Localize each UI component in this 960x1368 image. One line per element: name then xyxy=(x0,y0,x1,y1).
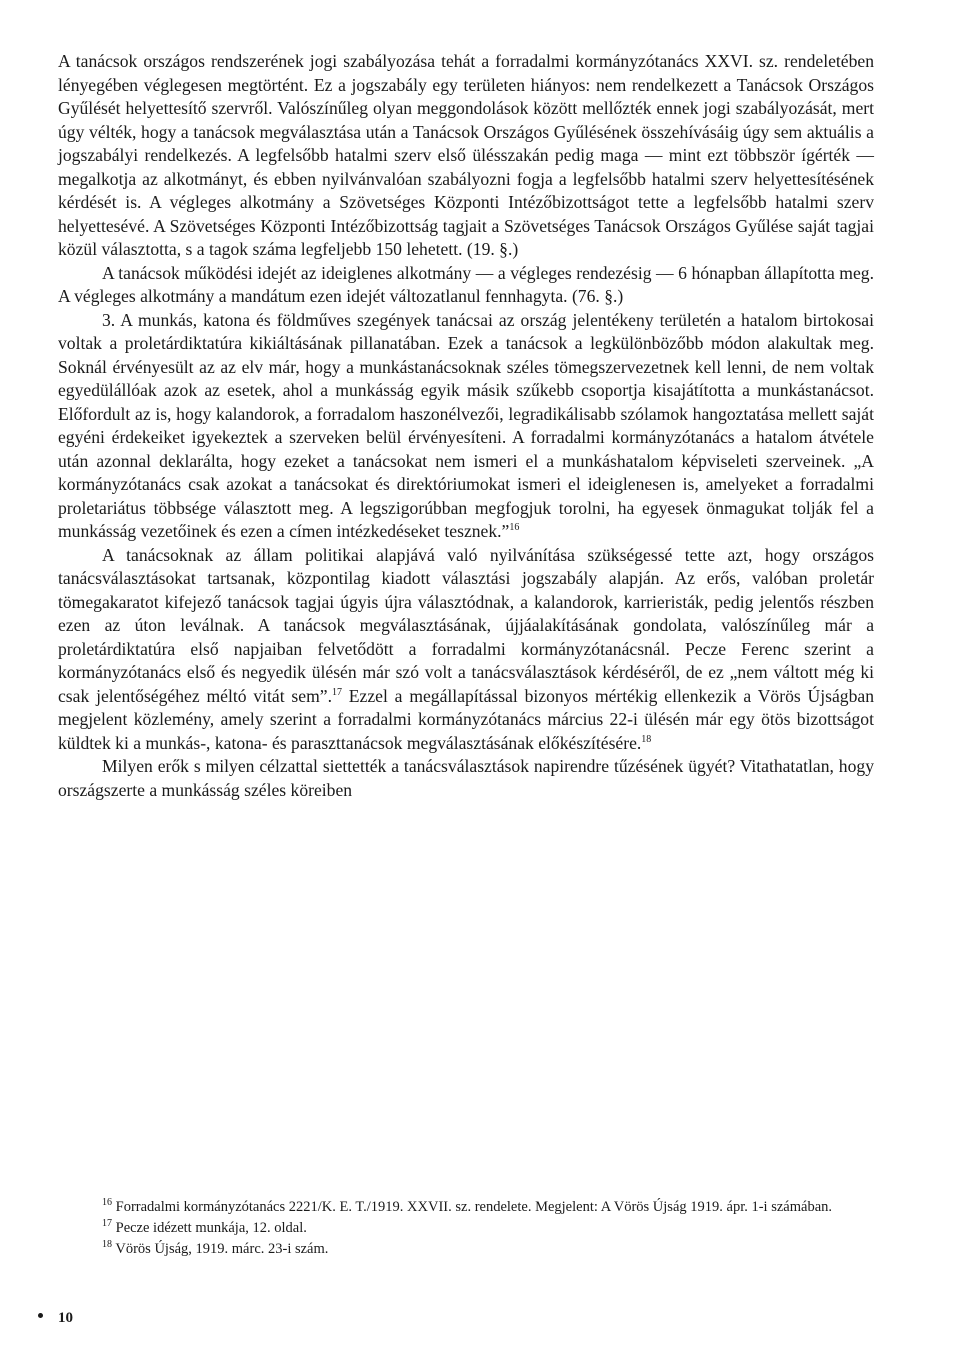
footnote-17: $^{17}$ Pecze idézett munkája, 12. oldal. xyxy=(102,1218,307,1236)
body-text xyxy=(58,50,874,802)
paragraph-3: 3. A munkás, katona és földműves szegények tanácsai az ország jelentékeny területén a hatalom birtokosai voltak a proletárdiktatúra kikiáltásának pillanatában. Ezek a tanácsok a legkülönbözőbb módon alakultak meg. Soknál érvényesült az az elv már, hogy a munkástanácsoknak széles tömegszervezetnek kell lenni, de nem voltak egyedülállóak azok az esetek, ahol a munkásság egyik másik szűkebb csoportja kisajátította a munkástanácsot. Előfordult az is, hogy kalandorok, a forradalom haszonélvezői, legradikálisabb szólamok hangoztatása mellett saját egyéni érdekeiket igyekeztek a szerveken belül érvényesíteni. A forradalmi kormányzótanács a hatalom átvétele után azonnal deklarálta, hogy ezeket a tanácsokat nem ismeri el a munkáshatalom képviseleti szerveinek. „A kormányzótanács csak azokat a tanácsokat és direktóriumokat ismeri el ideiglenesen is, amelyeket a forradalmi proletariátus többsége választott meg. A legszigorúbban megfogjuk torolni, ha egyesek önmagukat tolják fel a munkásság vezetőinek és ezen a címen intézkedéseket tesznek.”$^{16}$ xyxy=(58,309,874,541)
footnote-ref-16: 16 xyxy=(509,522,520,534)
page-number: 10 xyxy=(58,1310,73,1326)
footnote-18: $^{18}$ Vörös Újság, 1919. márc. 23-i szám. xyxy=(102,1239,329,1257)
paragraph-4: A tanácsoknak az állam politikai alapjává való nyilvánítása szükségessé tette azt, hogy országos tanácsválasztásokat tartsanak, központilag kiadott választási jogszabály alapján. Az erős, valóban proletár tömegakaratot kifejező tanácsok tagjai úgyis újra választódnak, a kalandorok, karrieristák, pedig jelentős részben ezen az úton leválnak. A tanácsok megválasztásának, újjáalakításának gondolata, valószínűleg már a proletárdiktatúra első napjaiban felvetődött a forradalmi kormányzótanácsnál. Pecze Ferenc szerint a kormányzótanács első és negyedik ülésén már szó volt a tanácsválasztások kérdéséről, de ez „nem váltott még ki csak jelentőségéhez méltó vitát sem”.$^{17}$ Ezzel a megállapítással bizonyos mértékig ellenkezik a Vörös Újságban megjelent közlemény, amely szerint a forradalmi kormányzótanács március 22-i ülésén már egy ötös bizottságot küldtek ki a munkás-, katona- és paraszttanácsok megválasztásának előkészítésére.$^{18}$ xyxy=(58,544,874,753)
footnote-ref-17: 17 xyxy=(331,686,342,698)
footnote-ref-18: 18 xyxy=(641,733,652,745)
paragraph-1: A tanácsok országos rendszerének jogi szabályozása tehát a forradalmi kormányzótanács XXVI. sz. rendeletében lényegében véglegesen megtörtént. Ez a jogszabály egy területen hiányos: nem rendelkezett a Tanácsok Országos Gyűlését helyettesítő szervről. Valószínűleg olyan meggondolások között mellőzték ennek jogi szabályozását, mert úgy vélték, hogy a tanácsok megválasztása után a Tanácsok Országos Gyűlésének összehívásáig úgy sem aktuális a jogszabályi rendelkezés. A legfelsőbb hatalmi szerv első ülésszakán pedig maga — mint ezt többször ígérték — megalkotja az alkotmányt, és ebben nyilvánvalóan szabályozni fogja a legfelsőbb hatalmi szerv helyettesítésének kérdését is. A végleges alkotmány a Szövetséges Központi Intézőbizottságot tette a legfelsőbb hatalmi szerv helyettesévé. A Szövetséges Központi Intézőbizottság tagjait a Szövetséges Tanácsok Országos Gyűlése saját tagjai közül választotta, s a tagok száma legfeljebb 150 lehetett. (19. §.) xyxy=(58,51,874,259)
footnotes xyxy=(58,1197,874,1260)
paragraph-5: Milyen erők s milyen célzattal siettették a tanácsválasztások napirendre tűzésének ügyét? Vitathatatlan, hogy országszerte a munkásság széles köreiben xyxy=(58,756,874,800)
paragraph-2: A tanácsok működési idejét az ideiglenes alkotmány — a végleges rendezésig — 6 hónapban állapította meg. A végleges alkotmány a mandátum ezen idejét változatlanul fennhagyta. (76. §.) xyxy=(58,262,874,306)
margin-dot xyxy=(38,1313,43,1318)
footnote-16: $^{16}$ Forradalmi kormányzótanács 2221/K. E. T./1919. XXVII. sz. rendelete. Megjelent: A Vörös Újság 1919. ápr. 1-i számában. xyxy=(102,1197,833,1215)
